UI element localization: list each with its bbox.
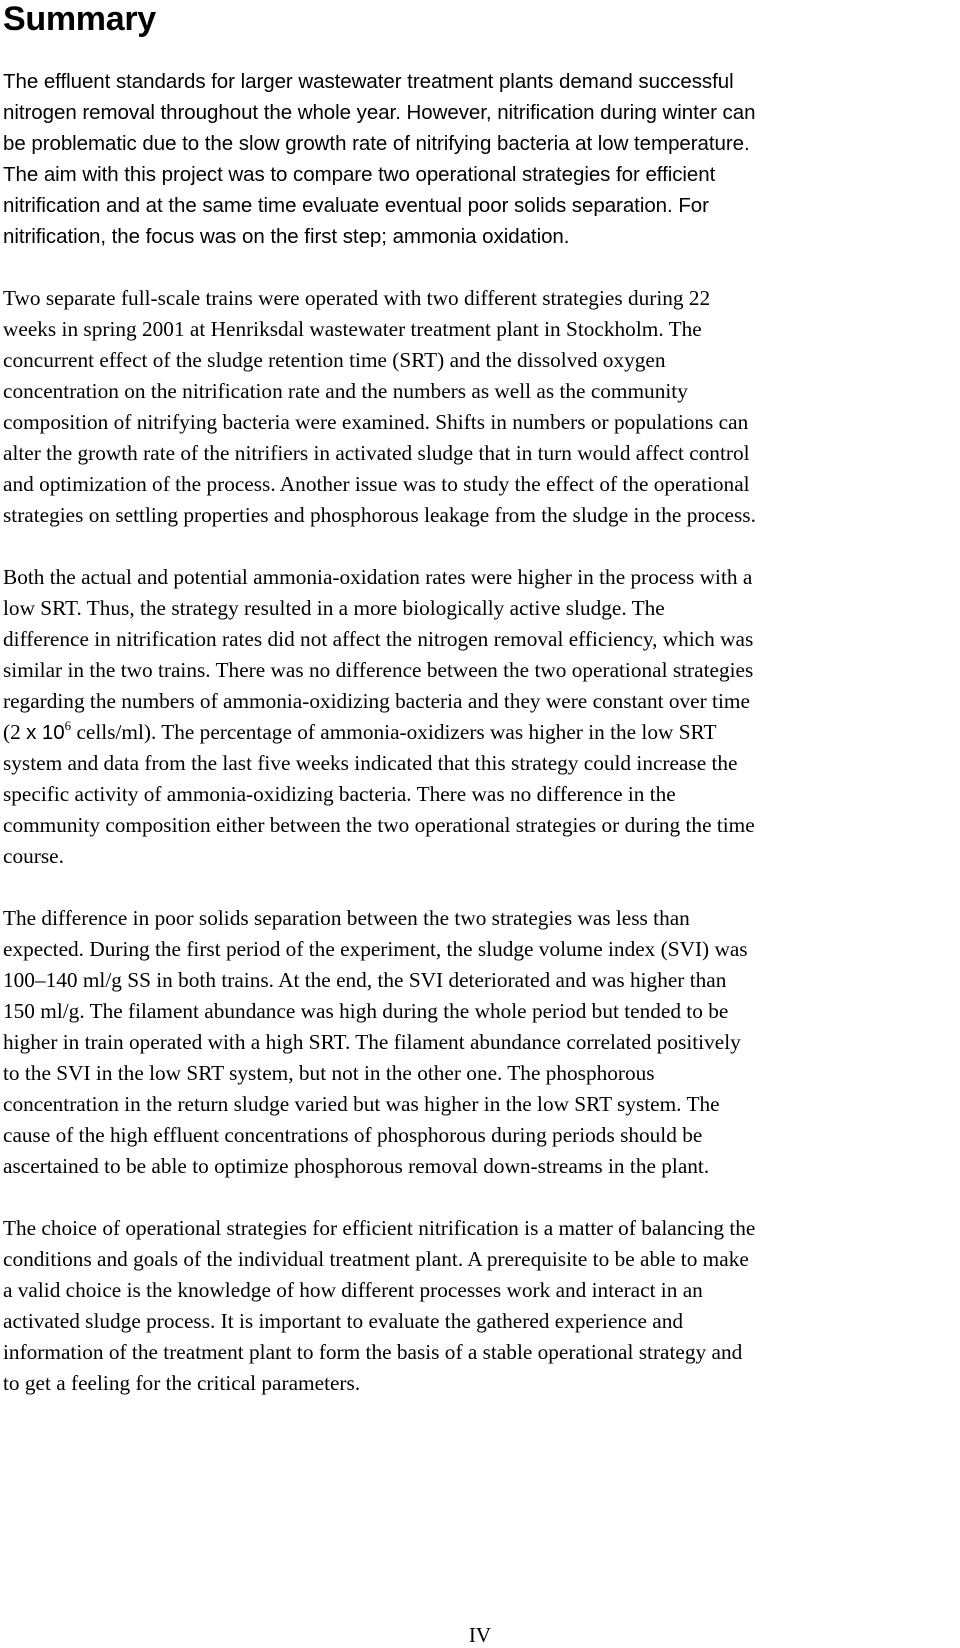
- exponent-superscript: 6: [64, 718, 72, 733]
- paragraph-gap: [3, 872, 953, 903]
- paragraph-5: [3, 1213, 953, 1399]
- text-line: composition of nitrifying bacteria were examined. Shifts in numbers or populations can: [3, 410, 749, 434]
- section-heading: Summary: [3, 0, 156, 38]
- text-line: to get a feeling for the critical parameters.: [3, 1371, 361, 1395]
- text-line: nitrogen removal throughout the whole year. However, nitrification during winter can: [3, 101, 756, 124]
- text-line: The aim with this project was to compare two operational strategies for efficient: [3, 163, 716, 186]
- text-line: The effluent standards for larger wastewater treatment plants demand successful: [3, 70, 734, 93]
- text-line: concentration on the nitrification rate and the numbers as well as the community: [3, 379, 688, 403]
- text-line: alter the growth rate of the nitrifiers in activated sludge that in turn would affect control: [3, 441, 750, 465]
- text-line: nitrification and at the same time evaluate eventual poor solids separation. For: [3, 194, 709, 217]
- text-line: concurrent effect of the sludge retention time (SRT) and the dissolved oxygen: [3, 348, 666, 372]
- paragraph-3: [3, 562, 953, 872]
- text-line-with-exponent: [3, 717, 953, 748]
- text-line: community composition either between the two operational strategies or during the time: [3, 813, 755, 837]
- text-line: 100–140 ml/g SS in both trains. At the end, the SVI deteriorated and was higher than: [3, 968, 727, 992]
- text-line: to the SVI in the low SRT system, but not in the other one. The phosphorous: [3, 1061, 655, 1085]
- text-line: strategies on settling properties and phosphorous leakage from the sludge in the process.: [3, 503, 756, 527]
- text-line: be problematic due to the slow growth rate of nitrifying bacteria at low temperature.: [3, 132, 750, 155]
- paragraph-4: [3, 903, 953, 1182]
- summary-body: [3, 66, 953, 1399]
- text-line: information of the treatment plant to form the basis of a stable operational strategy and: [3, 1340, 743, 1364]
- text-line: 150 ml/g. The filament abundance was high during the whole period but tended to be: [3, 999, 729, 1023]
- paragraph-gap: [3, 252, 953, 283]
- text-line: course.: [3, 844, 64, 868]
- text-line: low SRT. Thus, the strategy resulted in a more biologically active sludge. The: [3, 596, 665, 620]
- text-line: activated sludge process. It is important to evaluate the gathered experience and: [3, 1309, 684, 1333]
- text-line: weeks in spring 2001 at Henriksdal wastewater treatment plant in Stockholm. The: [3, 317, 702, 341]
- text-line: similar in the two trains. There was no difference between the two operational strategies: [3, 658, 754, 682]
- text-line: nitrification, the focus was on the first step; ammonia oxidation.: [3, 225, 570, 248]
- page-number: IV: [468, 1623, 492, 1647]
- text-line: The difference in poor solids separation between the two strategies was less than: [3, 906, 690, 930]
- text-line: higher in train operated with a high SRT. The filament abundance correlated positively: [3, 1030, 741, 1054]
- paragraph-gap: [3, 1182, 953, 1213]
- text-line: expected. During the first period of the experiment, the sludge volume index (SVI) was: [3, 937, 748, 961]
- text-line: difference in nitrification rates did not affect the nitrogen removal efficiency, which was: [3, 627, 754, 651]
- paragraph-1: [3, 66, 953, 252]
- text-line: Both the actual and potential ammonia-oxidation rates were higher in the process with a: [3, 565, 753, 589]
- text-line: The choice of operational strategies for efficient nitrification is a matter of balancing the: [3, 1216, 756, 1240]
- text-line: specific activity of ammonia-oxidizing bacteria. There was no difference in the: [3, 782, 676, 806]
- text-line: system and data from the last five weeks indicated that this strategy could increase the: [3, 751, 738, 775]
- text-line: a valid choice is the knowledge of how different processes work and interact in an: [3, 1278, 703, 1302]
- text-fragment: cells/ml). The percentage of ammonia-oxidizers was higher in the low SRT: [71, 720, 717, 744]
- text-line: ascertained to be able to optimize phosphorous removal down-streams in the plant.: [3, 1154, 710, 1178]
- text-fragment: (2: [3, 720, 27, 744]
- text-line: conditions and goals of the individual treatment plant. A prerequisite to be able to make: [3, 1247, 749, 1271]
- text-line: and optimization of the process. Another issue was to study the effect of the operational: [3, 472, 750, 496]
- text-line: Two separate full-scale trains were operated with two different strategies during 22: [3, 286, 711, 310]
- multiplication-sign: x: [26, 721, 37, 744]
- paragraph-2: [3, 283, 953, 531]
- text-line: cause of the high effluent concentrations of phosphorous during periods should be: [3, 1123, 703, 1147]
- text-line: concentration in the return sludge varied but was higher in the low SRT system. The: [3, 1092, 720, 1116]
- text-line: regarding the numbers of ammonia-oxidizing bacteria and they were constant over time: [3, 689, 750, 713]
- paragraph-gap: [3, 531, 953, 562]
- text-fragment: 10: [36, 721, 65, 744]
